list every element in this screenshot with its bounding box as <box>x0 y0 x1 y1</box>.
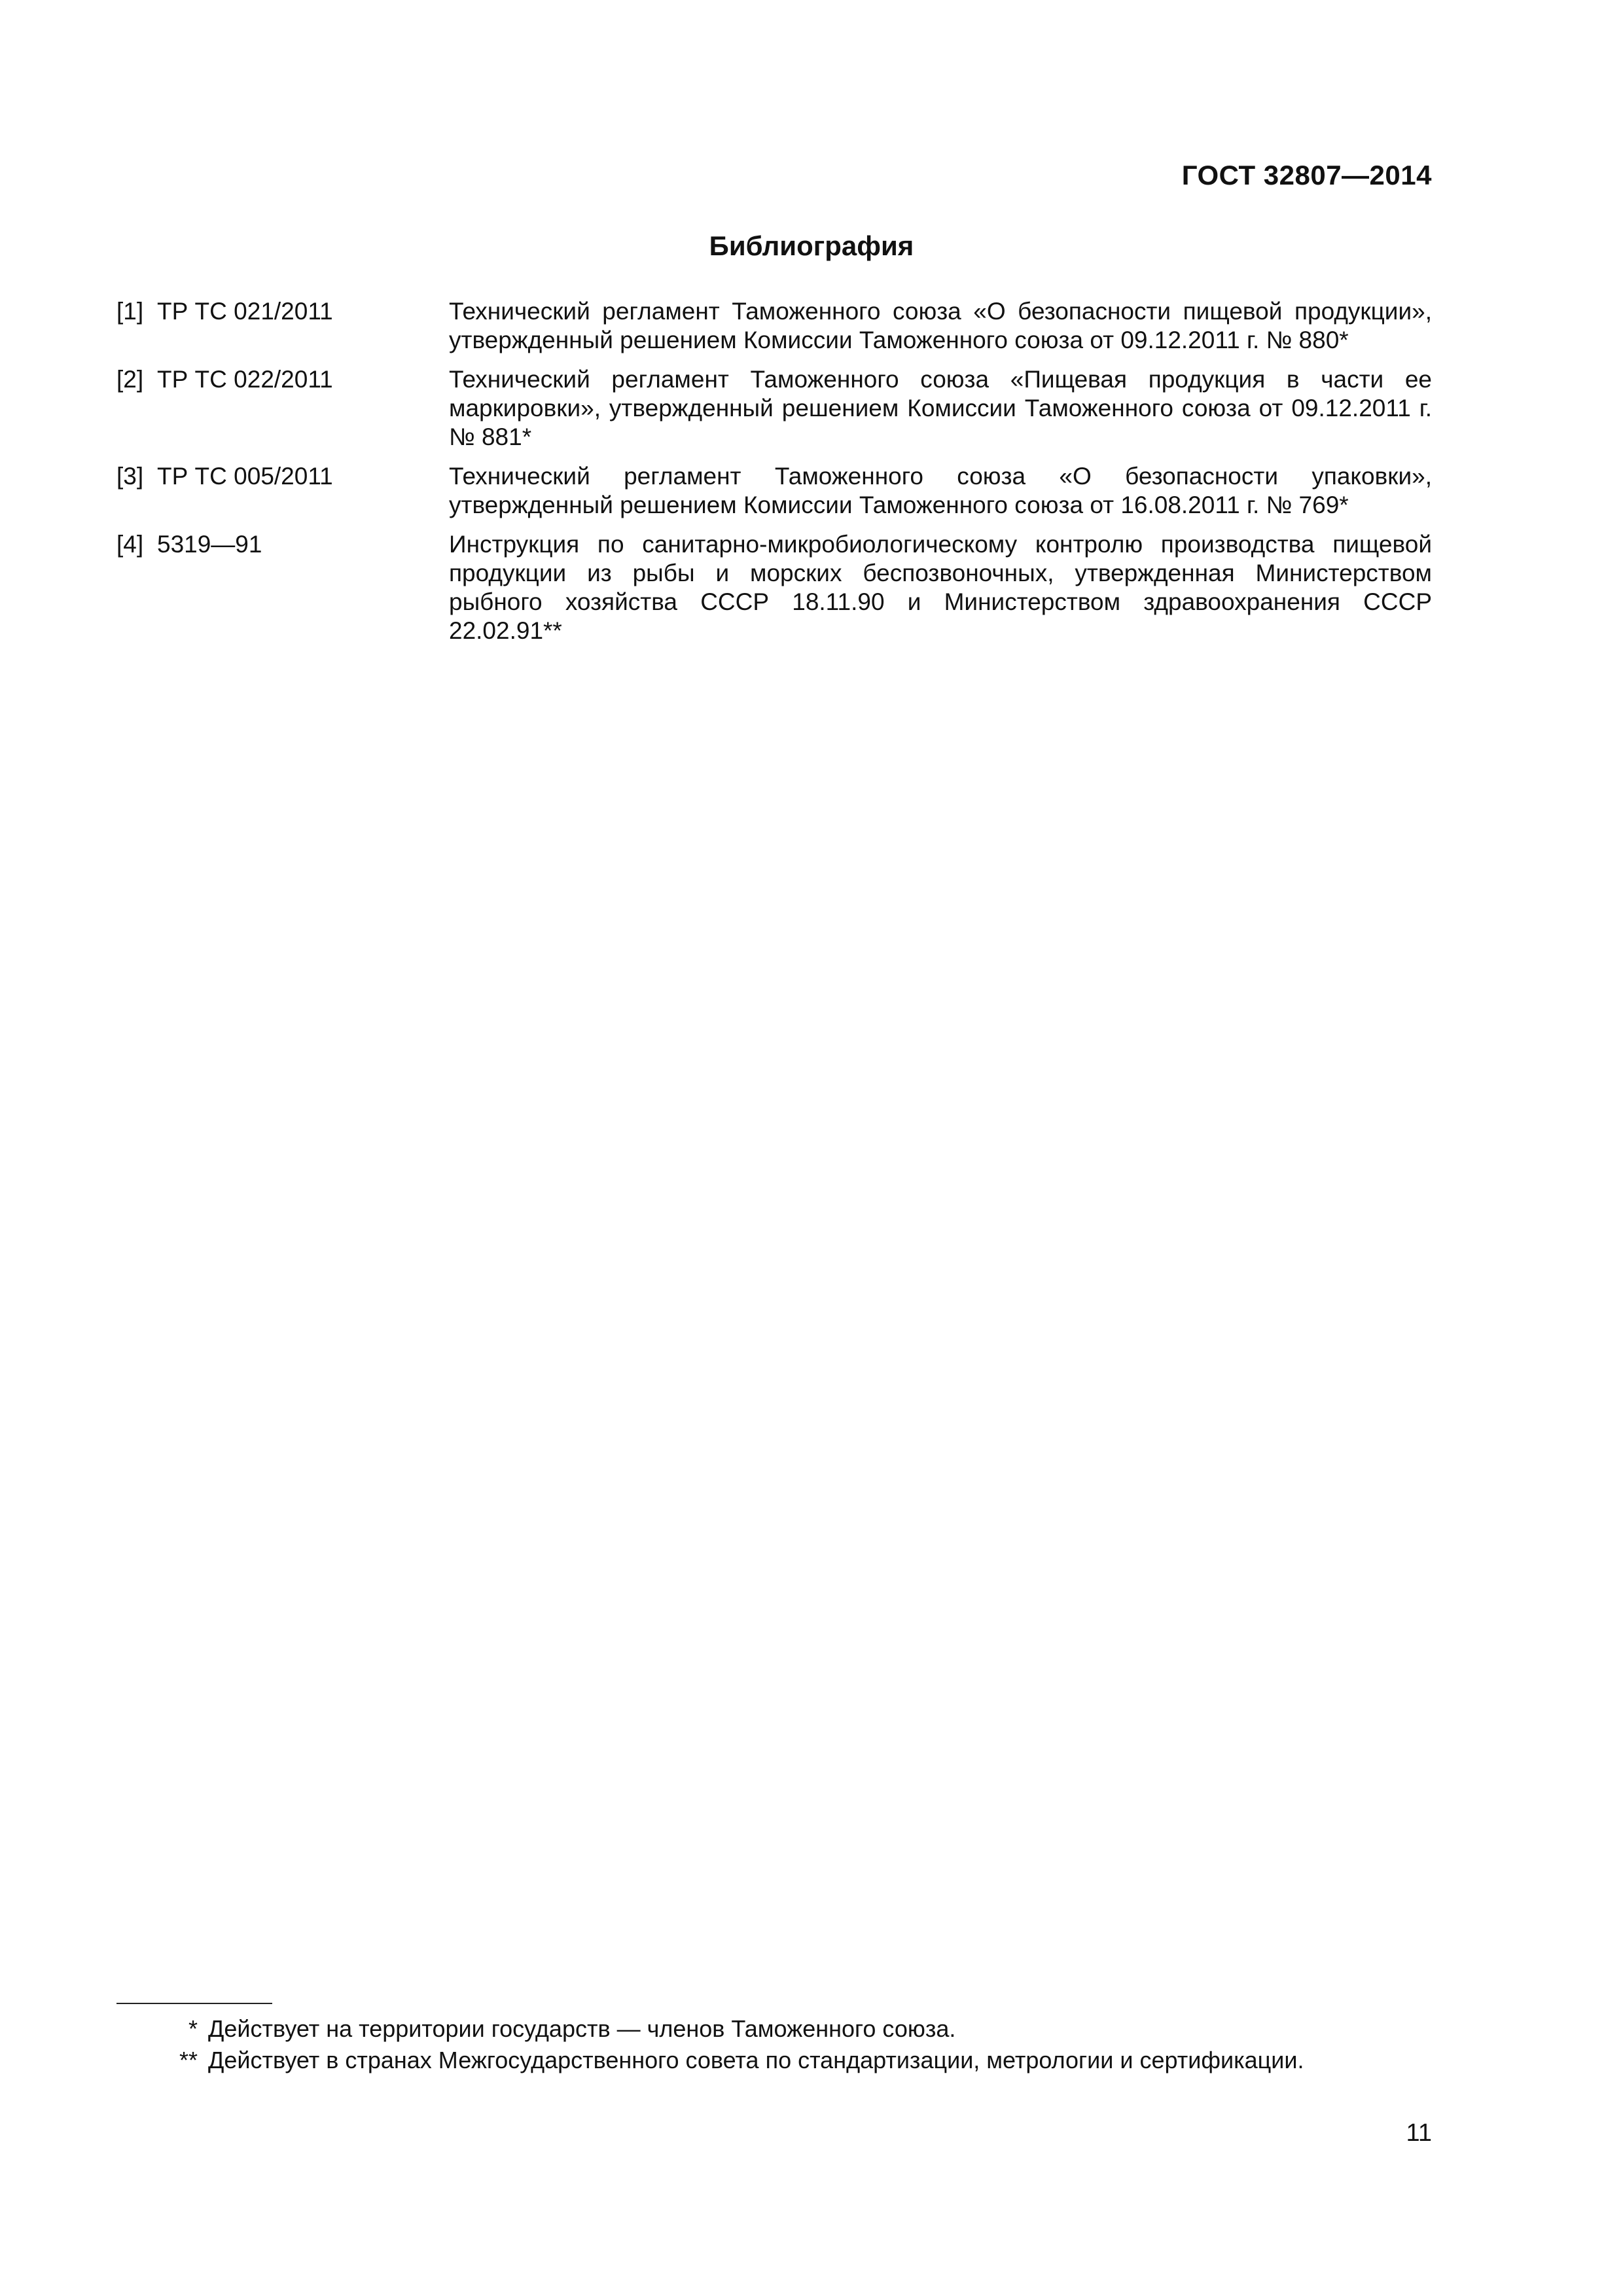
footnote-text: Действует в странах Межгосударственного совета по стандартизации, метрологии и сертификации. <box>208 2047 1304 2073</box>
bibliography-number: [3] <box>116 463 144 490</box>
bibliography-code: ТР ТС 021/2011 <box>157 298 333 325</box>
bibliography-reference <box>116 530 449 645</box>
footnote-mark: * <box>188 2015 198 2042</box>
footnote-mark: ** <box>179 2047 198 2073</box>
footnote <box>116 2013 1432 2045</box>
bibliography-entry <box>116 530 1432 645</box>
bibliography-reference <box>116 297 449 355</box>
page-number: 11 <box>1406 2119 1432 2147</box>
bibliography-number: [1] <box>116 298 144 325</box>
footnote <box>116 2045 1432 2076</box>
bibliography-text: Инструкция по санитарно-микробиологическому контролю производства пищевой продукции из рыбы и морских беспозвоночных, утвержденная Министерством рыбного хозяйства СССР 18.11.90 и Министерством здравоохранения СССР 22.02.91** <box>449 531 1432 644</box>
footnotes <box>116 2013 1432 2076</box>
bibliography-text: Технический регламент Таможенного союза «О безопасности пищевой продукции», утвержденный решением Комиссии Таможенного союза от 09.12.2011 г. № 880* <box>449 298 1432 353</box>
footnote-separator <box>116 2003 272 2004</box>
bibliography-code: ТР ТС 005/2011 <box>157 463 333 490</box>
bibliography-entry <box>116 365 1432 452</box>
bibliography-number: [2] <box>116 366 144 393</box>
bibliography-reference <box>116 462 449 520</box>
bibliography-entry <box>116 462 1432 520</box>
bibliography-text: Технический регламент Таможенного союза «Пищевая продукция в части ее маркировки», утвержденный решением Комиссии Таможенного союза от 09.12.2011 г. № 881* <box>449 366 1432 450</box>
bibliography-reference <box>116 365 449 452</box>
bibliography-text: Технический регламент Таможенного союза «О безопасности упаковки», утвержденный решением Комиссии Таможенного союза от 16.08.2011 г. № 769* <box>449 463 1432 518</box>
bibliography-code: 5319—91 <box>157 531 262 558</box>
bibliography-entry <box>116 297 1432 355</box>
section-title: Библиография <box>709 230 914 261</box>
bibliography-list <box>116 297 1432 656</box>
footnote-text: Действует на территории государств — членов Таможенного союза. <box>208 2015 956 2042</box>
bibliography-number: [4] <box>116 531 144 558</box>
bibliography-code: ТР ТС 022/2011 <box>157 366 333 393</box>
standard-code-header: ГОСТ 32807—2014 <box>1181 160 1432 190</box>
